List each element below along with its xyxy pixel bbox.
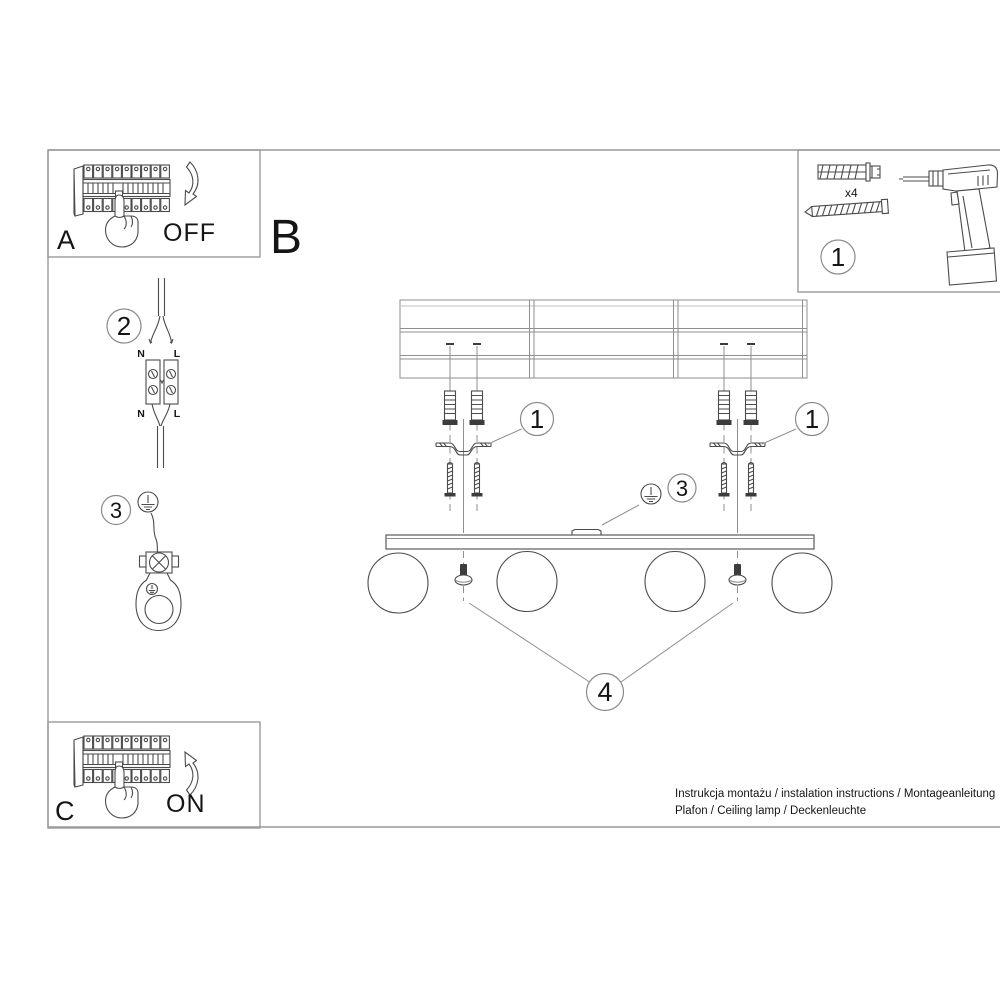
wire-n-bottom-label: N	[137, 408, 145, 420]
ground-center-callout	[602, 474, 696, 525]
mount-left-callout-number: 1	[529, 404, 545, 434]
ground-side-callout	[102, 496, 131, 525]
ground-side-callout-number: 3	[109, 498, 123, 523]
ceiling-top-view	[400, 300, 807, 389]
parts-box	[798, 150, 1000, 292]
step-b-label: B	[270, 211, 303, 264]
bulb-fix-callout-number: 4	[597, 677, 613, 707]
drill-icon	[899, 165, 998, 285]
mounting-set-left	[436, 389, 491, 533]
footer-line2: Plafon / Ceiling lamp / Deckenleuchte	[675, 805, 867, 817]
arrow-up-icon	[185, 752, 198, 795]
parts-callout	[821, 240, 855, 274]
footer	[675, 788, 995, 817]
lamp-globe-4	[772, 553, 832, 613]
ground-terminal-icon	[140, 552, 179, 573]
breaker-off-illustration	[74, 165, 170, 247]
mount-right-callout-number: 1	[804, 404, 820, 434]
ceiling-screw-marks	[446, 344, 755, 389]
wiring-diagram	[107, 278, 181, 468]
arrow-down-icon	[185, 162, 198, 205]
bulb-fix-callout	[469, 603, 733, 711]
on-label: ON	[166, 790, 206, 818]
ground-assembly	[102, 492, 182, 631]
parts-callout-number: 1	[830, 242, 846, 272]
wall-plug-icon	[818, 163, 880, 181]
lamp-globe-1	[368, 553, 428, 613]
lamp-fixing-screw-left	[455, 551, 472, 601]
wire-n-top-label: N	[137, 348, 145, 360]
lamp-side-view	[368, 530, 832, 614]
breaker-on-illustration	[74, 736, 170, 818]
mount-left-callout	[488, 403, 554, 445]
lamp-globe-3	[645, 552, 705, 612]
page-frame	[48, 150, 1000, 827]
step-a-label: A	[57, 225, 76, 255]
mount-right-callout	[762, 403, 829, 445]
ground-icon	[138, 492, 158, 512]
terminal-block-icon	[146, 360, 178, 404]
screw-icon	[805, 199, 889, 219]
ground-center-icon	[641, 484, 661, 504]
step-a-panel	[48, 150, 260, 257]
step-c-label: C	[55, 796, 75, 826]
lamp-fixing-screw-right	[729, 551, 746, 601]
wire-l-bottom-label: L	[173, 408, 181, 420]
footer-line1: Instrukcja montażu / instalation instructions / Montageanleitung	[675, 788, 996, 800]
lamp-globe-2	[497, 552, 557, 612]
off-label: OFF	[163, 219, 216, 247]
plug-quantity-label: x4	[845, 186, 858, 200]
wiring-callout	[107, 309, 141, 343]
ground-center-callout-number: 3	[675, 476, 689, 501]
wiring-callout-number: 2	[116, 311, 132, 341]
ground-bracket-icon	[136, 573, 181, 631]
mounting-set-right	[710, 389, 765, 533]
step-c-panel	[48, 722, 260, 828]
wire-l-top-label: L	[173, 348, 181, 360]
